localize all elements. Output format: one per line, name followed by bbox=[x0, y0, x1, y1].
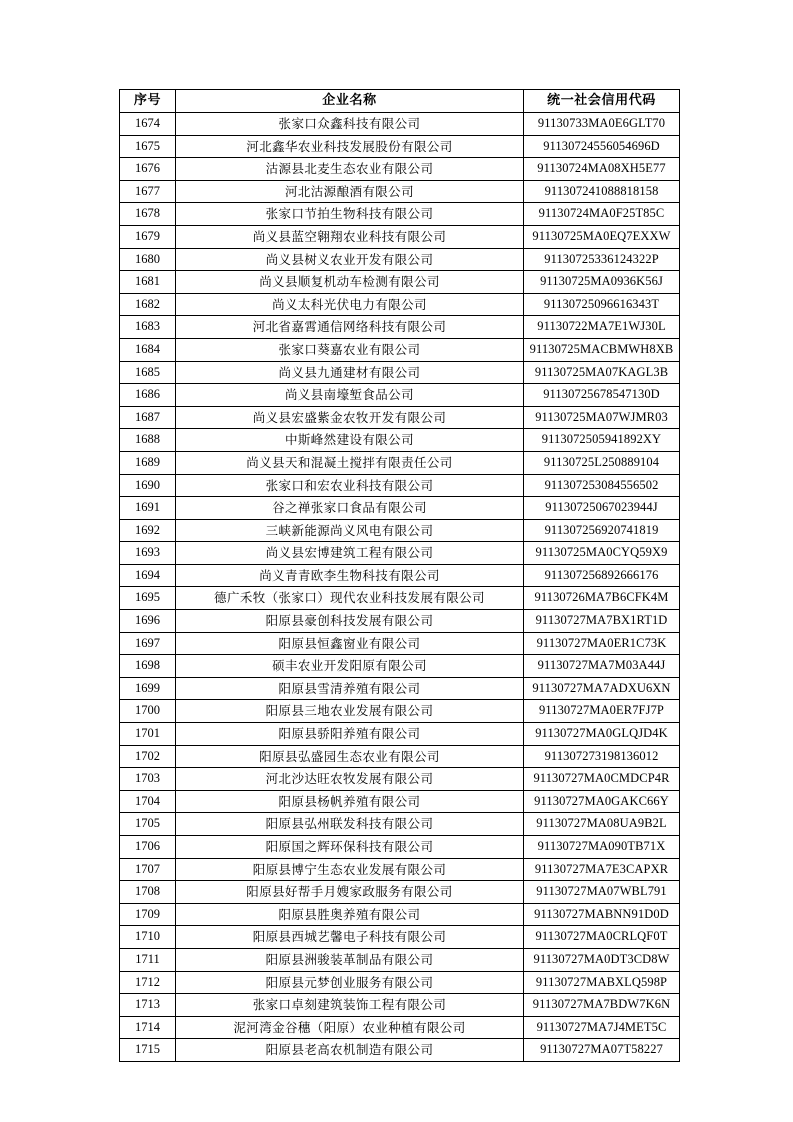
cell-credit-code: 91130727MA7ADXU6XN bbox=[524, 677, 680, 700]
table-row bbox=[120, 587, 680, 610]
cell-credit-code: 91130727MA7M03A44J bbox=[524, 655, 680, 678]
table-row bbox=[120, 632, 680, 655]
table-row bbox=[120, 542, 680, 565]
cell-sequence: 1713 bbox=[120, 994, 176, 1017]
table-row bbox=[120, 1039, 680, 1062]
cell-enterprise-name: 阳原县三地农业发展有限公司 bbox=[176, 700, 524, 723]
cell-credit-code: 91130727MA7BX1RT1D bbox=[524, 610, 680, 633]
table-row bbox=[120, 858, 680, 881]
cell-credit-code: 91130725MACBMWH8XB bbox=[524, 338, 680, 361]
cell-credit-code: 91130725MA0CYQ59X9 bbox=[524, 542, 680, 565]
table-row bbox=[120, 225, 680, 248]
cell-sequence: 1675 bbox=[120, 135, 176, 158]
cell-credit-code: 91130724108881​8158 bbox=[524, 180, 680, 203]
cell-enterprise-name: 尚义县宏盛紫金农牧开发有限公司 bbox=[176, 406, 524, 429]
cell-sequence: 1688 bbox=[120, 429, 176, 452]
cell-credit-code: 91130727319813​6012 bbox=[524, 745, 680, 768]
cell-enterprise-name: 尚义太科光伏电力有限公司 bbox=[176, 293, 524, 316]
table-row bbox=[120, 316, 680, 339]
table-row bbox=[120, 813, 680, 836]
table-row bbox=[120, 836, 680, 859]
cell-credit-code: 91130724556054696D bbox=[524, 135, 680, 158]
cell-credit-code: 91130727MA0GAKC66Y bbox=[524, 790, 680, 813]
cell-enterprise-name: 德广禾牧（张家口）现代农业科技发展有限公司 bbox=[176, 587, 524, 610]
table-row bbox=[120, 677, 680, 700]
cell-sequence: 1697 bbox=[120, 632, 176, 655]
cell-credit-code: 91130727MABNN91D0D bbox=[524, 903, 680, 926]
table-row bbox=[120, 361, 680, 384]
cell-enterprise-name: 阳原县弘盛园生态农业有限公司 bbox=[176, 745, 524, 768]
cell-enterprise-name: 阳原县恒鑫窗业有限公司 bbox=[176, 632, 524, 655]
cell-sequence: 1711 bbox=[120, 948, 176, 971]
cell-enterprise-name: 尚义县天和混凝土搅拌有限责任公司 bbox=[176, 451, 524, 474]
cell-enterprise-name: 阳原县胜奥养殖有限公司 bbox=[176, 903, 524, 926]
table-row bbox=[120, 903, 680, 926]
table-row bbox=[120, 519, 680, 542]
cell-sequence: 1685 bbox=[120, 361, 176, 384]
cell-enterprise-name: 尚义县顺复机动车检测有限公司 bbox=[176, 271, 524, 294]
cell-sequence: 1702 bbox=[120, 745, 176, 768]
cell-sequence: 1681 bbox=[120, 271, 176, 294]
cell-credit-code: 91130727MA0CMDCP4R bbox=[524, 768, 680, 791]
cell-enterprise-name: 阳原县弘州联发科技有限公司 bbox=[176, 813, 524, 836]
cell-sequence: 1676 bbox=[120, 158, 176, 181]
cell-sequence: 1699 bbox=[120, 677, 176, 700]
table-row bbox=[120, 971, 680, 994]
cell-enterprise-name: 中斯峰然建设有限公司 bbox=[176, 429, 524, 452]
cell-enterprise-name: 泥河湾金谷穗（阳原）农业种植有限公司 bbox=[176, 1016, 524, 1039]
cell-enterprise-name: 张家口众鑫科技有限公司 bbox=[176, 113, 524, 136]
cell-enterprise-name: 阳原县杨帆养殖有限公司 bbox=[176, 790, 524, 813]
cell-sequence: 1695 bbox=[120, 587, 176, 610]
table-body bbox=[120, 113, 680, 1062]
cell-enterprise-name: 三峡新能源尚义风电有限公司 bbox=[176, 519, 524, 542]
cell-enterprise-name: 张家口和宏农业科技有限公司 bbox=[176, 474, 524, 497]
table-row bbox=[120, 406, 680, 429]
table-row bbox=[120, 790, 680, 813]
table-row bbox=[120, 881, 680, 904]
enterprise-registry-table bbox=[119, 89, 680, 1062]
cell-sequence: 1703 bbox=[120, 768, 176, 791]
cell-enterprise-name: 阳原县西城艺馨电子科技有限公司 bbox=[176, 926, 524, 949]
cell-credit-code: 91130727MA7BDW7K6N bbox=[524, 994, 680, 1017]
table-row bbox=[120, 474, 680, 497]
cell-sequence: 1715 bbox=[120, 1039, 176, 1062]
cell-enterprise-name: 尚义县树义农业开发有限公司 bbox=[176, 248, 524, 271]
table-row bbox=[120, 926, 680, 949]
table-row bbox=[120, 745, 680, 768]
cell-sequence: 1698 bbox=[120, 655, 176, 678]
table-row bbox=[120, 180, 680, 203]
table-row bbox=[120, 948, 680, 971]
cell-credit-code: 91130725308455​6502 bbox=[524, 474, 680, 497]
cell-credit-code: 91130725067023944J bbox=[524, 497, 680, 520]
cell-credit-code: 91130725678547130D bbox=[524, 384, 680, 407]
column-header-sequence: 序号 bbox=[120, 90, 176, 113]
cell-enterprise-name: 张家口节拍生物科技有限公司 bbox=[176, 203, 524, 226]
cell-enterprise-name: 沽源县北麦生态农业有限公司 bbox=[176, 158, 524, 181]
cell-sequence: 1674 bbox=[120, 113, 176, 136]
cell-sequence: 1694 bbox=[120, 564, 176, 587]
cell-sequence: 1690 bbox=[120, 474, 176, 497]
enterprise-registry-table-wrapper bbox=[119, 89, 679, 1062]
cell-enterprise-name: 谷之禅张家口食品有限公司 bbox=[176, 497, 524, 520]
cell-credit-code: 91130727MA07T58227 bbox=[524, 1039, 680, 1062]
cell-sequence: 1700 bbox=[120, 700, 176, 723]
table-row bbox=[120, 203, 680, 226]
cell-credit-code: 91130727MA07WBL791 bbox=[524, 881, 680, 904]
cell-enterprise-name: 阳原县好帮手月嫂家政服务有限公司 bbox=[176, 881, 524, 904]
cell-enterprise-name: 阳原县元梦创业服务有限公司 bbox=[176, 971, 524, 994]
cell-sequence: 1693 bbox=[120, 542, 176, 565]
cell-enterprise-name: 阳原县老高农机制造有限公司 bbox=[176, 1039, 524, 1062]
cell-credit-code: 91130725MA0936K56J bbox=[524, 271, 680, 294]
cell-sequence: 1678 bbox=[120, 203, 176, 226]
table-row bbox=[120, 384, 680, 407]
cell-credit-code: 91130727MA0DT3CD8W bbox=[524, 948, 680, 971]
cell-enterprise-name: 张家口卓刻建筑装饰工程有限公司 bbox=[176, 994, 524, 1017]
cell-sequence: 1710 bbox=[120, 926, 176, 949]
table-row bbox=[120, 655, 680, 678]
table-row bbox=[120, 723, 680, 746]
table-row bbox=[120, 338, 680, 361]
cell-credit-code: 91130727MA0GLQJD4K bbox=[524, 723, 680, 746]
cell-sequence: 1707 bbox=[120, 858, 176, 881]
cell-enterprise-name: 尚义县南壕堑食品公司 bbox=[176, 384, 524, 407]
table-row bbox=[120, 429, 680, 452]
cell-sequence: 1709 bbox=[120, 903, 176, 926]
table-header bbox=[120, 90, 680, 113]
cell-credit-code: 91130733MA0E6GLT70 bbox=[524, 113, 680, 136]
table-row bbox=[120, 610, 680, 633]
cell-sequence: 1712 bbox=[120, 971, 176, 994]
table-row bbox=[120, 248, 680, 271]
cell-sequence: 1687 bbox=[120, 406, 176, 429]
cell-enterprise-name: 尚义县蓝空翱翔农业科技有限公司 bbox=[176, 225, 524, 248]
cell-credit-code: 91130727MA7J4MET5C bbox=[524, 1016, 680, 1039]
table-row bbox=[120, 293, 680, 316]
cell-credit-code: 91130727MA090TB71X bbox=[524, 836, 680, 859]
cell-enterprise-name: 阳原县博宁生态农业发展有限公司 bbox=[176, 858, 524, 881]
cell-sequence: 1677 bbox=[120, 180, 176, 203]
cell-sequence: 1701 bbox=[120, 723, 176, 746]
cell-enterprise-name: 阳原县洲骏装革制品有限公司 bbox=[176, 948, 524, 971]
cell-credit-code: 91130725336124322P bbox=[524, 248, 680, 271]
cell-credit-code: 91130722MA7E1WJ30L bbox=[524, 316, 680, 339]
cell-credit-code: 91130727MA0CRLQF0T bbox=[524, 926, 680, 949]
table-row bbox=[120, 1016, 680, 1039]
cell-sequence: 1692 bbox=[120, 519, 176, 542]
cell-sequence: 1708 bbox=[120, 881, 176, 904]
table-row bbox=[120, 451, 680, 474]
cell-credit-code: 91130726MA7B6CFK4M bbox=[524, 587, 680, 610]
cell-enterprise-name: 尚义县九通建材有限公司 bbox=[176, 361, 524, 384]
cell-enterprise-name: 阳原县雪清养殖有限公司 bbox=[176, 677, 524, 700]
cell-enterprise-name: 尚义青青欧李生物科技有限公司 bbox=[176, 564, 524, 587]
column-header-credit-code: 统一社会信用代码 bbox=[524, 90, 680, 113]
cell-credit-code: 91130725MA0EQ7EXXW bbox=[524, 225, 680, 248]
cell-enterprise-name: 阳原县豪创科技发展有限公司 bbox=[176, 610, 524, 633]
cell-credit-code: 91130727MA0ER1C73K bbox=[524, 632, 680, 655]
cell-sequence: 1683 bbox=[120, 316, 176, 339]
cell-sequence: 1680 bbox=[120, 248, 176, 271]
table-row bbox=[120, 564, 680, 587]
cell-credit-code: 91130724MA08XH5E77 bbox=[524, 158, 680, 181]
cell-credit-code: 91130725692074​1819 bbox=[524, 519, 680, 542]
table-row bbox=[120, 768, 680, 791]
cell-credit-code: 91130724MA0F25T85C bbox=[524, 203, 680, 226]
table-row bbox=[120, 135, 680, 158]
cell-sequence: 1705 bbox=[120, 813, 176, 836]
cell-enterprise-name: 河北沽源酿酒有限公司 bbox=[176, 180, 524, 203]
cell-credit-code: 91130725689266​6176 bbox=[524, 564, 680, 587]
cell-enterprise-name: 河北沙达旺农牧发展有限公司 bbox=[176, 768, 524, 791]
cell-sequence: 1686 bbox=[120, 384, 176, 407]
cell-sequence: 1679 bbox=[120, 225, 176, 248]
cell-enterprise-name: 河北省嘉霄通信网络科技有限公司 bbox=[176, 316, 524, 339]
table-row bbox=[120, 271, 680, 294]
table-row bbox=[120, 994, 680, 1017]
cell-sequence: 1682 bbox=[120, 293, 176, 316]
cell-sequence: 1684 bbox=[120, 338, 176, 361]
cell-sequence: 1696 bbox=[120, 610, 176, 633]
cell-enterprise-name: 阳原县骄阳养殖有限公司 bbox=[176, 723, 524, 746]
cell-credit-code: 91130727MA0ER7FJ7P bbox=[524, 700, 680, 723]
cell-sequence: 1691 bbox=[120, 497, 176, 520]
cell-credit-code: 91130725MA07WJMR03 bbox=[524, 406, 680, 429]
cell-credit-code: 91130727MABXLQ598P bbox=[524, 971, 680, 994]
table-row bbox=[120, 497, 680, 520]
cell-enterprise-name: 河北鑫华农业科技发展股份有限公司 bbox=[176, 135, 524, 158]
cell-sequence: 1714 bbox=[120, 1016, 176, 1039]
cell-enterprise-name: 张家口葵嘉农业有限公司 bbox=[176, 338, 524, 361]
cell-sequence: 1689 bbox=[120, 451, 176, 474]
cell-sequence: 1706 bbox=[120, 836, 176, 859]
cell-sequence: 1704 bbox=[120, 790, 176, 813]
table-row bbox=[120, 700, 680, 723]
cell-credit-code: 91130725096616343T bbox=[524, 293, 680, 316]
cell-credit-code: 91130727MA7E3CAPXR bbox=[524, 858, 680, 881]
cell-enterprise-name: 尚义县宏博建筑工程有限公司 bbox=[176, 542, 524, 565]
cell-credit-code: 91130725MA07KAGL3B bbox=[524, 361, 680, 384]
table-row bbox=[120, 158, 680, 181]
cell-credit-code: 911307250594189​2XY bbox=[524, 429, 680, 452]
cell-enterprise-name: 阳原国之辉环保科技有限公司 bbox=[176, 836, 524, 859]
table-row bbox=[120, 113, 680, 136]
column-header-enterprise-name: 企业名称 bbox=[176, 90, 524, 113]
cell-enterprise-name: 硕丰农业开发阳原有限公司 bbox=[176, 655, 524, 678]
table-header-row bbox=[120, 90, 680, 113]
cell-credit-code: 91130727MA08UA9B2L bbox=[524, 813, 680, 836]
cell-credit-code: 91130725L250889104 bbox=[524, 451, 680, 474]
